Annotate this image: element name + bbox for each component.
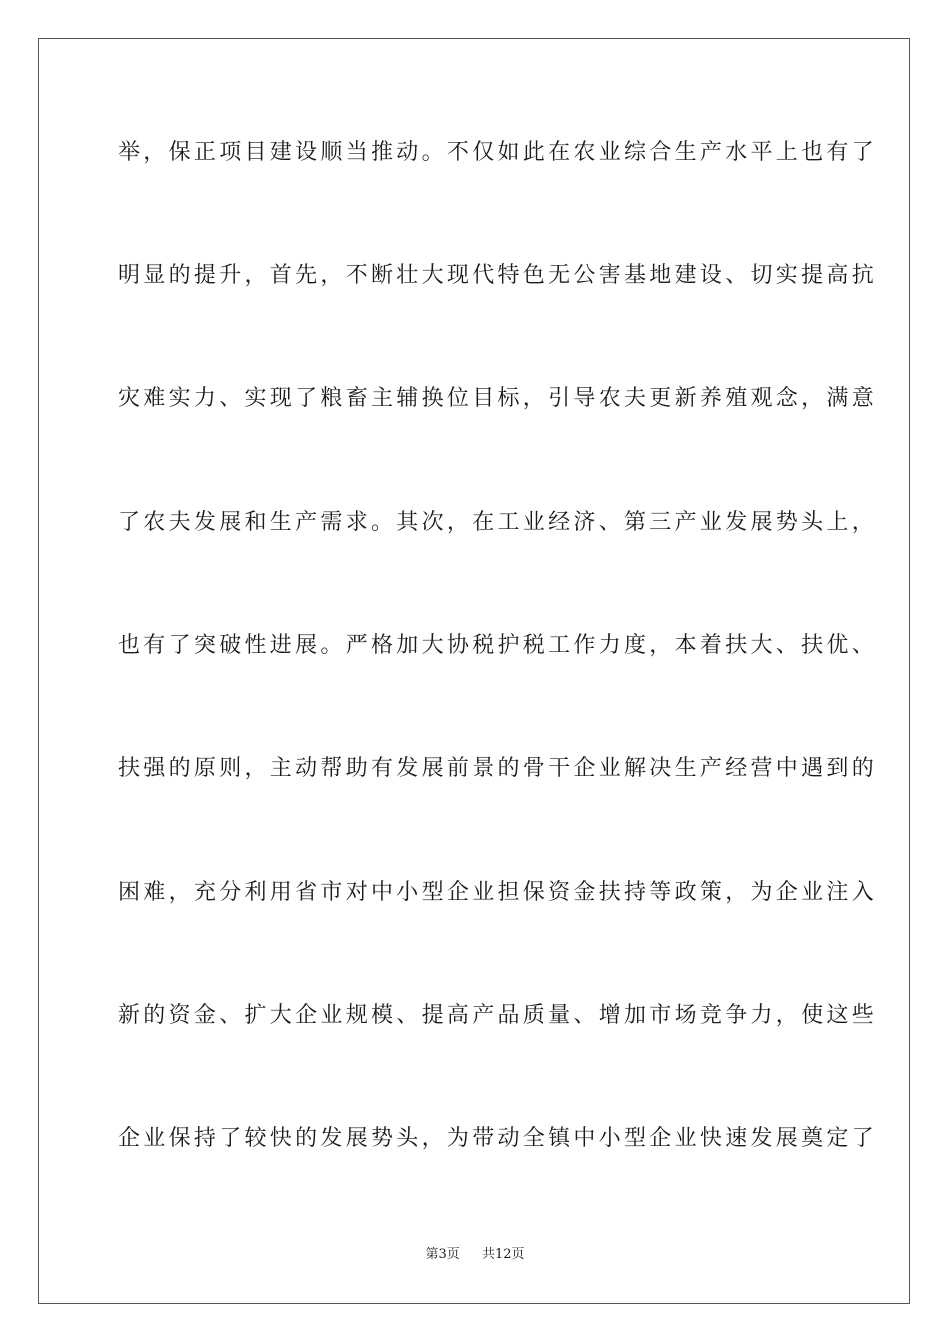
page-footer [0, 1246, 950, 1264]
page-total: 共12页 [482, 1247, 525, 1262]
page-number: 第3页 [425, 1247, 460, 1262]
text-line: 扶强的原则，主动帮助有发展前景的骨干企业解决生产经营中遇到的 [118, 756, 878, 781]
page-border [38, 38, 910, 1304]
text-line: 也有了突破性进展。严格加大协税护税工作力度，本着扶大、扶优、 [118, 633, 878, 658]
text-line: 灾难实力、实现了粮畜主辅换位目标，引导农夫更新养殖观念，满意 [118, 386, 878, 411]
text-line: 新的资金、扩大企业规模、提高产品质量、增加市场竞争力，使这些 [118, 1003, 878, 1028]
text-line: 企业保持了较快的发展势头，为带动全镇中小型企业快速发展奠定了 [118, 1126, 878, 1151]
text-line: 困难，充分利用省市对中小型企业担保资金扶持等政策，为企业注入 [118, 880, 878, 905]
text-line: 明显的提升，首先，不断壮大现代特色无公害基地建设、切实提高抗 [118, 263, 878, 288]
text-line: 了农夫发展和生产需求。其次，在工业经济、第三产业发展势头上， [118, 510, 878, 535]
text-line: 举，保正项目建设顺当推动。不仅如此在农业综合生产水平上也有了 [118, 140, 878, 165]
